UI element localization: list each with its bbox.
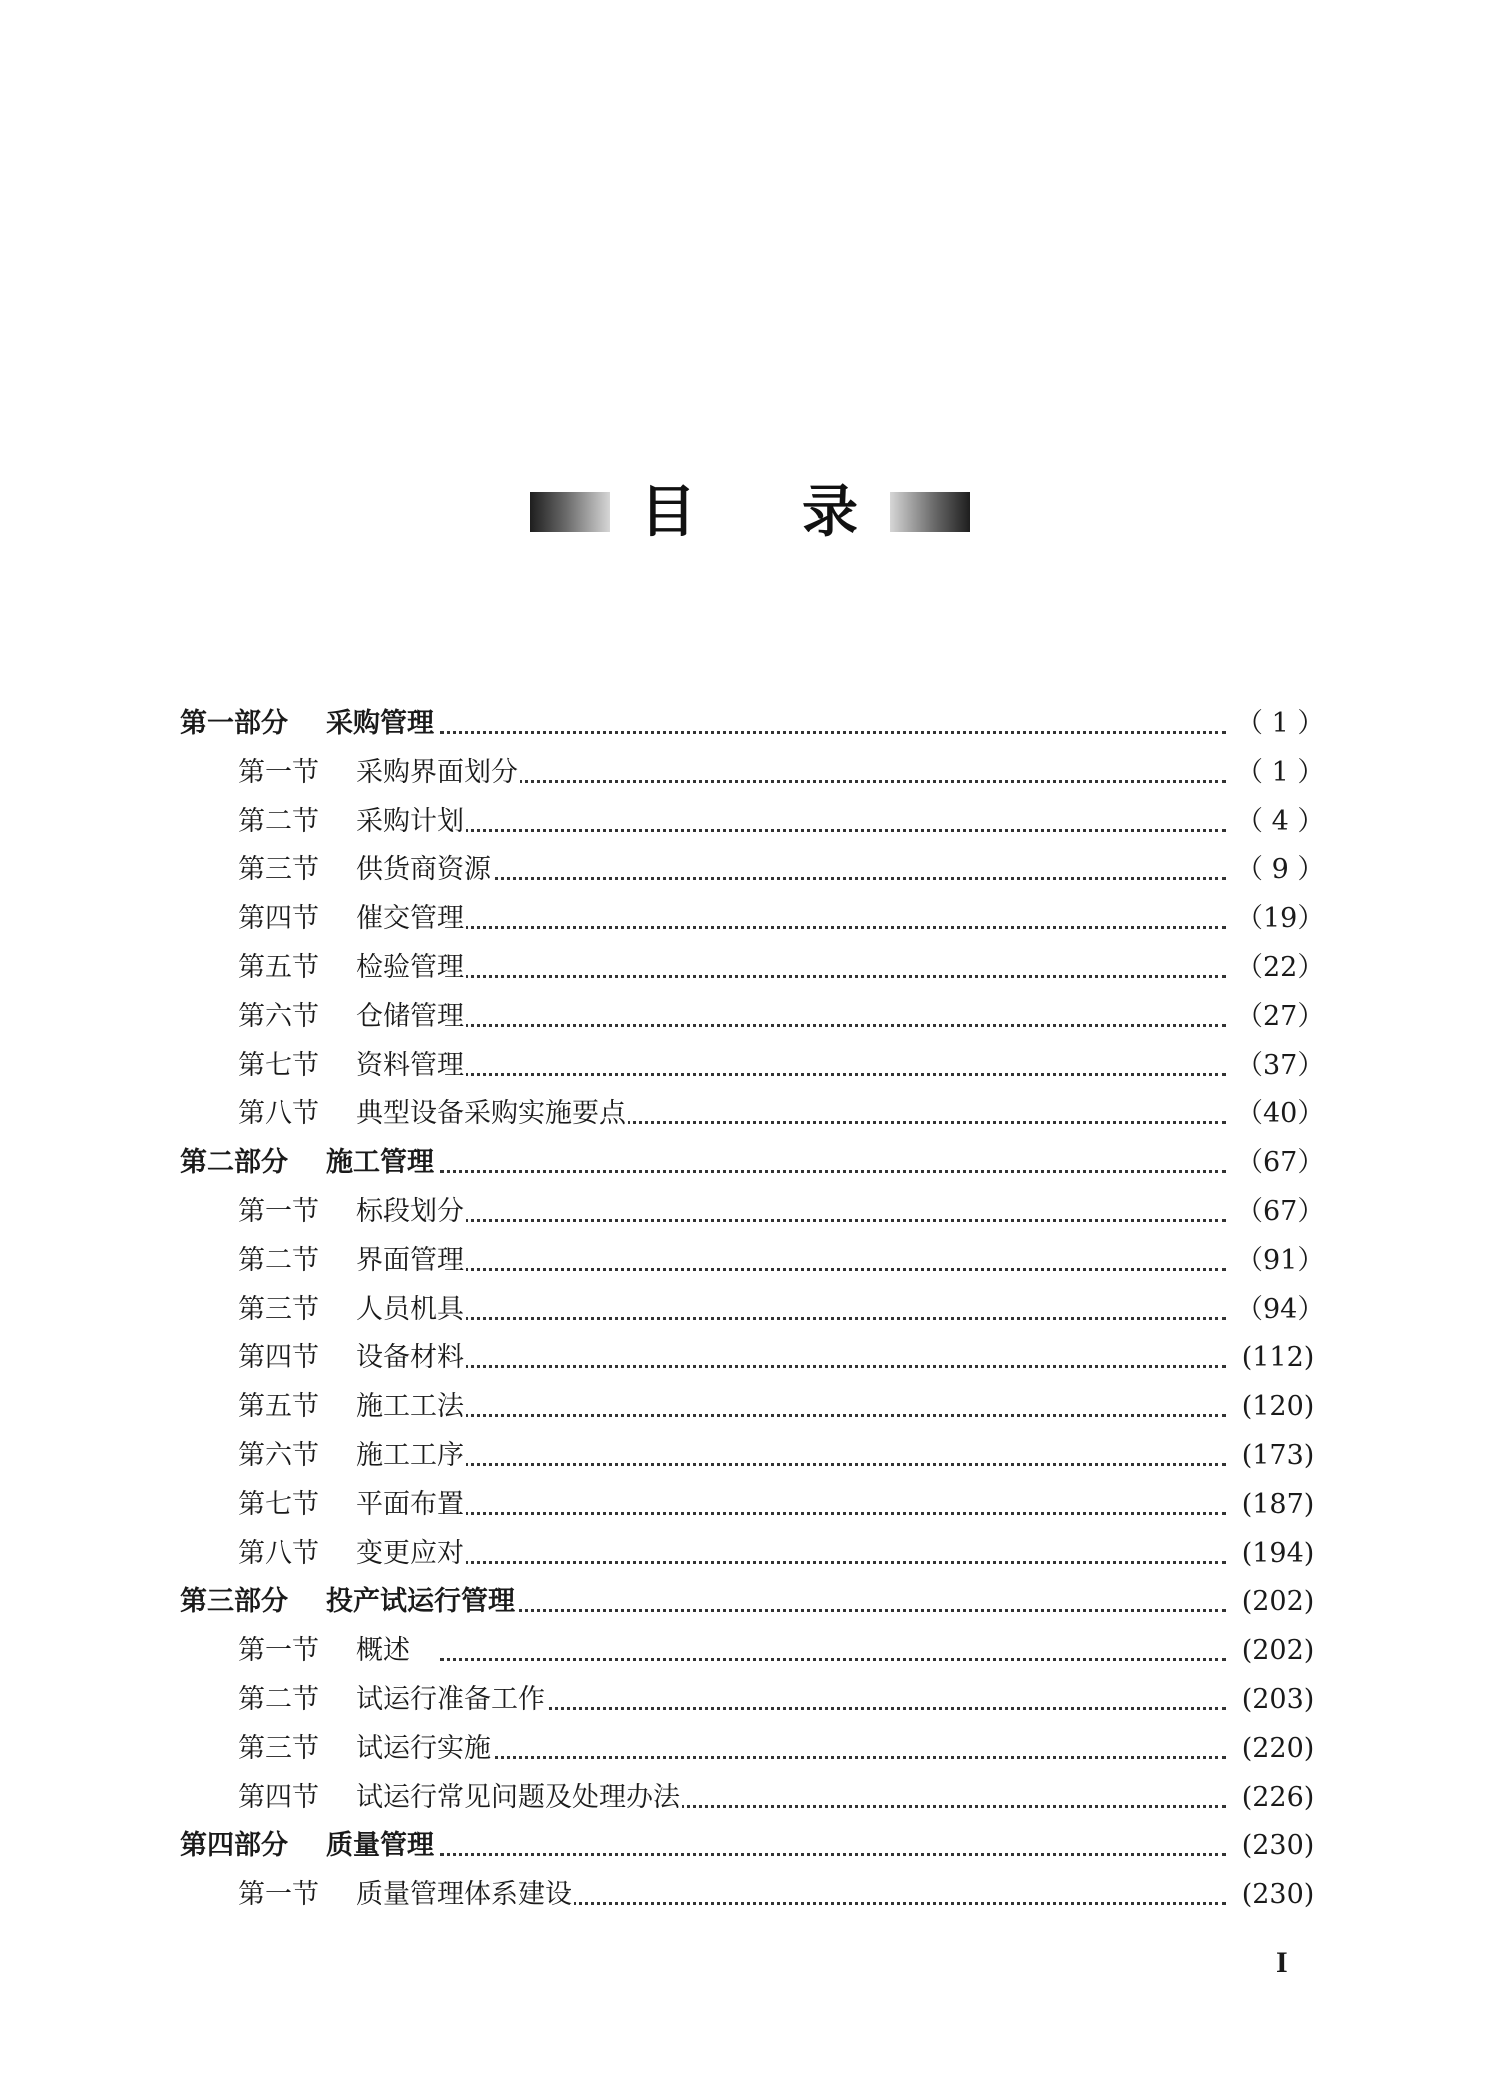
toc-section-entry[interactable] — [0, 846, 1504, 895]
toc-section-entry[interactable] — [0, 1090, 1504, 1139]
toc-entry-label: 第一节 — [238, 1195, 319, 1227]
toc-dot-leader — [440, 1268, 1226, 1271]
toc-section-entry[interactable] — [0, 1188, 1504, 1237]
toc-page-number: (202) — [1241, 1635, 1315, 1667]
toc-dot-leader — [440, 1609, 1226, 1612]
toc-page-number: (203) — [1241, 1683, 1315, 1715]
toc-section-entry[interactable] — [0, 1774, 1504, 1823]
toc-entry-label: 第二部分 — [180, 1147, 288, 1179]
title-gradient-bar-right — [890, 492, 970, 532]
toc-dot-leader — [440, 1073, 1226, 1076]
toc-section-entry[interactable] — [0, 1676, 1504, 1725]
toc-entry-heading — [238, 944, 466, 992]
toc-page-number: （19） — [1236, 903, 1325, 935]
toc-entry-label: 第三节 — [238, 1732, 319, 1764]
toc-section-entry[interactable] — [0, 1481, 1504, 1530]
toc-entry-label: 第八节 — [238, 1537, 319, 1569]
toc-page-number: (202) — [1241, 1586, 1315, 1618]
toc-page-number: （22） — [1236, 951, 1325, 983]
toc-entry-label: 第二节 — [238, 1683, 319, 1715]
toc-entry-heading — [238, 1530, 466, 1578]
title-gradient-bar-left — [530, 492, 610, 532]
toc-entry-title: 平面布置 — [356, 1488, 464, 1520]
toc-entry-title: 采购管理 — [326, 708, 434, 739]
toc-section-entry[interactable] — [0, 993, 1504, 1042]
toc-part-entry[interactable] — [0, 700, 1504, 749]
toc-entry-heading — [180, 700, 436, 748]
toc-entry-heading — [238, 1188, 466, 1236]
toc-entry-label: 第五节 — [238, 951, 319, 983]
page-folio: I — [1276, 1946, 1288, 1979]
table-of-contents — [0, 700, 1504, 1920]
toc-page-number: （67） — [1236, 1195, 1325, 1227]
toc-entry-heading — [238, 895, 466, 943]
toc-entry-label: 第三节 — [238, 854, 319, 886]
toc-dot-leader — [440, 1317, 1226, 1320]
toc-dot-leader — [440, 1463, 1226, 1466]
toc-dot-leader — [440, 1170, 1226, 1173]
toc-entry-label: 第三节 — [238, 1293, 319, 1325]
toc-section-entry[interactable] — [0, 1871, 1504, 1920]
toc-entry-heading — [238, 993, 466, 1041]
toc-dot-leader — [440, 1219, 1226, 1222]
toc-entry-title: 质量管理 — [326, 1830, 434, 1862]
toc-page-number: （94） — [1236, 1293, 1325, 1325]
toc-dot-leader — [440, 1658, 1226, 1661]
toc-page-number: (220) — [1241, 1732, 1315, 1764]
toc-section-entry[interactable] — [0, 1237, 1504, 1286]
toc-entry-title: 仓储管理 — [356, 1000, 464, 1032]
toc-entry-label: 第二节 — [238, 1244, 319, 1276]
toc-page-number: （40） — [1236, 1098, 1325, 1130]
toc-entry-label: 第四节 — [238, 1342, 319, 1374]
toc-entry-heading — [238, 846, 493, 894]
toc-entry-title: 采购计划 — [356, 805, 464, 837]
toc-page-number: (194) — [1241, 1537, 1315, 1569]
toc-section-entry[interactable] — [0, 1383, 1504, 1432]
toc-entry-title: 质量管理体系建设 — [356, 1879, 572, 1911]
title-char-1: 目 — [640, 479, 696, 545]
toc-dot-leader — [440, 1414, 1226, 1417]
toc-section-entry[interactable] — [0, 1042, 1504, 1091]
toc-page-number: （67） — [1236, 1147, 1325, 1179]
toc-dot-leader — [440, 1707, 1226, 1710]
toc-entry-title: 检验管理 — [356, 951, 464, 983]
toc-entry-title: 概述 — [356, 1635, 410, 1667]
toc-dot-leader — [440, 780, 1226, 783]
toc-page-number: （27） — [1236, 1000, 1325, 1032]
toc-section-entry[interactable] — [0, 1334, 1504, 1383]
toc-section-entry[interactable] — [0, 944, 1504, 993]
toc-entry-heading — [180, 1822, 436, 1870]
toc-entry-title: 试运行准备工作 — [356, 1683, 545, 1715]
toc-section-entry[interactable] — [0, 749, 1504, 798]
toc-dot-leader — [440, 1756, 1226, 1759]
toc-entry-label: 第七节 — [238, 1049, 319, 1081]
toc-entry-label: 第一节 — [238, 1879, 319, 1911]
toc-dot-leader — [440, 1365, 1226, 1368]
toc-section-entry[interactable] — [0, 798, 1504, 847]
toc-entry-title: 施工工序 — [356, 1439, 464, 1471]
toc-page-number: (230) — [1241, 1879, 1315, 1911]
toc-page-number: （ 4 ） — [1236, 805, 1325, 837]
toc-page-number: (230) — [1241, 1830, 1315, 1862]
toc-entry-label: 第五节 — [238, 1391, 319, 1423]
toc-section-entry[interactable] — [0, 895, 1504, 944]
toc-dot-leader — [440, 731, 1226, 734]
toc-entry-heading — [238, 1286, 466, 1334]
toc-entry-heading — [238, 1774, 682, 1822]
toc-entry-title: 采购界面划分 — [356, 756, 518, 788]
toc-entry-label: 第四节 — [238, 1781, 319, 1813]
toc-entry-label: 第八节 — [238, 1098, 319, 1130]
toc-entry-title: 投产试运行管理 — [326, 1586, 515, 1618]
toc-dot-leader — [440, 926, 1226, 929]
toc-page-number: （ 1 ） — [1236, 708, 1325, 739]
toc-page-number: (226) — [1241, 1781, 1315, 1813]
toc-entry-heading — [180, 1139, 436, 1187]
toc-entry-label: 第二节 — [238, 805, 319, 837]
toc-page-number: （91） — [1236, 1244, 1325, 1276]
toc-page-number: （ 9 ） — [1236, 854, 1325, 886]
toc-entry-heading — [238, 1042, 466, 1090]
toc-entry-label: 第四节 — [238, 903, 319, 935]
toc-section-entry[interactable] — [0, 1530, 1504, 1579]
toc-entry-heading — [238, 1871, 574, 1919]
toc-entry-label: 第四部分 — [180, 1830, 288, 1862]
toc-entry-label: 第七节 — [238, 1488, 319, 1520]
toc-page-number: （ 1 ） — [1236, 756, 1325, 788]
toc-section-entry[interactable] — [0, 1286, 1504, 1335]
toc-entry-title: 人员机具 — [356, 1293, 464, 1325]
toc-entry-title: 界面管理 — [356, 1244, 464, 1276]
toc-entry-title: 设备材料 — [356, 1342, 464, 1374]
toc-page-number: (112) — [1241, 1342, 1315, 1374]
toc-entry-title: 标段划分 — [356, 1195, 464, 1227]
toc-entry-title: 变更应对 — [356, 1537, 464, 1569]
toc-dot-leader — [440, 877, 1226, 880]
toc-entry-heading — [238, 1725, 493, 1773]
toc-entry-heading — [238, 1090, 628, 1138]
toc-entry-label: 第一节 — [238, 756, 319, 788]
toc-section-entry[interactable] — [0, 1725, 1504, 1774]
toc-entry-title: 资料管理 — [356, 1049, 464, 1081]
toc-entry-title: 催交管理 — [356, 903, 464, 935]
title-char-2: 录 — [802, 479, 858, 545]
toc-entry-heading — [238, 798, 466, 846]
toc-entry-title: 供货商资源 — [356, 854, 491, 886]
toc-page-number: (173) — [1241, 1439, 1315, 1471]
toc-entry-label: 第三部分 — [180, 1586, 288, 1618]
toc-entry-title: 施工工法 — [356, 1391, 464, 1423]
toc-entry-title: 试运行实施 — [356, 1732, 491, 1764]
toc-entry-heading — [238, 1334, 466, 1382]
toc-entry-heading — [238, 749, 520, 797]
toc-section-entry[interactable] — [0, 1627, 1504, 1676]
toc-entry-title: 试运行常见问题及处理办法 — [356, 1781, 680, 1813]
toc-page-number: （37） — [1236, 1049, 1325, 1081]
toc-entry-heading — [238, 1383, 466, 1431]
toc-entry-label: 第一部分 — [180, 708, 288, 739]
toc-entry-label: 第六节 — [238, 1439, 319, 1471]
toc-entry-heading — [238, 1432, 466, 1480]
toc-page-number: (120) — [1241, 1391, 1315, 1423]
toc-title — [0, 478, 1504, 548]
toc-page-number: (187) — [1241, 1488, 1315, 1520]
toc-entry-heading — [180, 1578, 517, 1626]
toc-dot-leader — [440, 975, 1226, 978]
toc-entry-heading — [238, 1627, 412, 1675]
toc-entry-heading — [238, 1676, 547, 1724]
toc-part-entry[interactable] — [0, 1822, 1504, 1871]
toc-dot-leader — [440, 1024, 1226, 1027]
toc-dot-leader — [440, 1512, 1226, 1515]
toc-entry-label: 第一节 — [238, 1635, 319, 1667]
toc-entry-title: 施工管理 — [326, 1147, 434, 1179]
toc-entry-label: 第六节 — [238, 1000, 319, 1032]
toc-dot-leader — [440, 829, 1226, 832]
toc-section-entry[interactable] — [0, 1432, 1504, 1481]
toc-entry-heading — [238, 1237, 466, 1285]
toc-dot-leader — [440, 1853, 1226, 1856]
toc-part-entry[interactable] — [0, 1139, 1504, 1188]
toc-entry-title: 典型设备采购实施要点 — [356, 1098, 626, 1130]
toc-entry-heading — [238, 1481, 466, 1529]
toc-part-entry[interactable] — [0, 1578, 1504, 1627]
toc-dot-leader — [440, 1561, 1226, 1564]
